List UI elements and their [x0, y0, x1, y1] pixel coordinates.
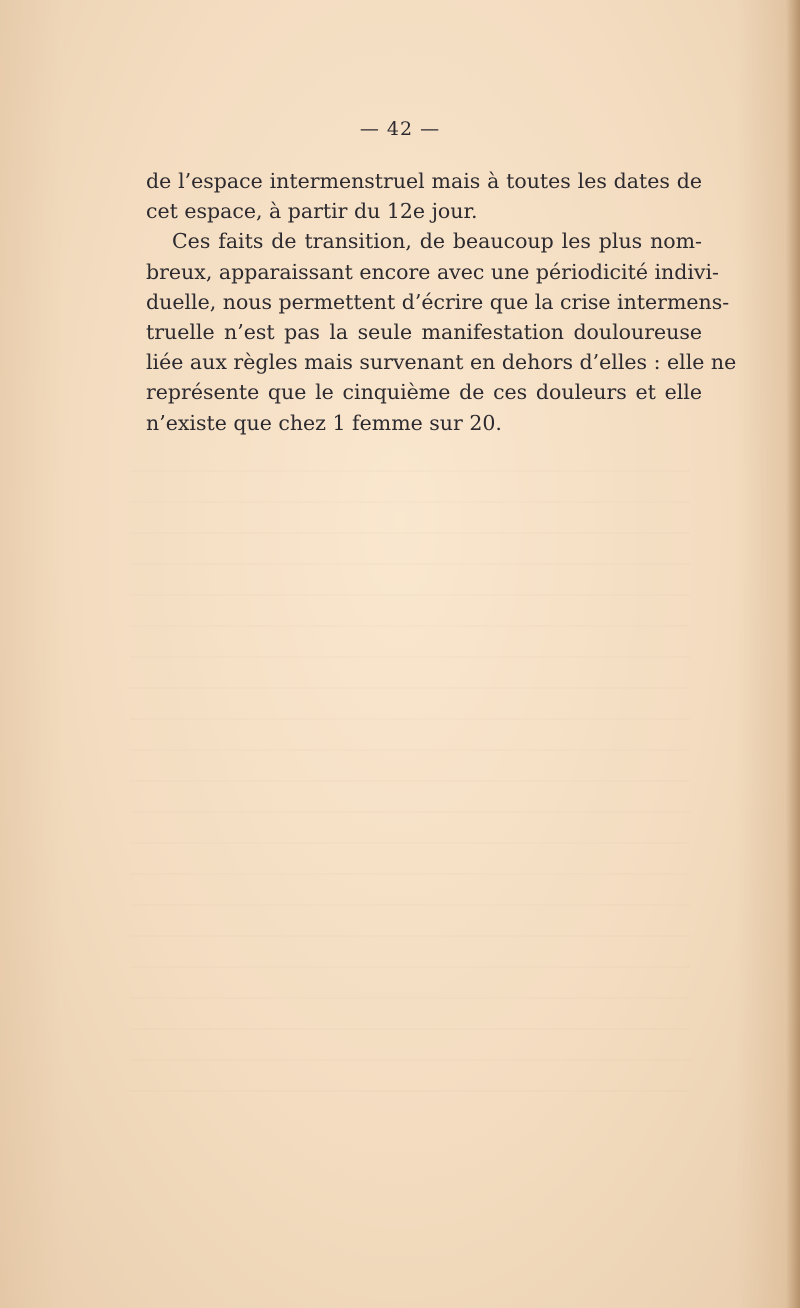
text-line-3: Ces faits de transition, de beaucoup les plus nom-	[172, 229, 702, 254]
text-line-8: représente que le cinquième de ces douleurs et elle	[146, 380, 702, 405]
page-edge-shadow	[786, 0, 800, 1308]
text-line-6: truelle n’est pas la seule manifestation douloureuse	[146, 320, 702, 345]
text-line-2: cet espace, à partir du 12e jour.	[146, 199, 478, 224]
show-through-texture	[130, 470, 690, 1110]
text-line-4: breux, apparaissant encore avec une périodicité indivi-	[146, 259, 719, 284]
text-line-5: duelle, nous permettent d’écrire que la crise intermens-	[146, 289, 730, 314]
page-number: — 42 —	[359, 118, 441, 140]
text-line-9: n’existe que chez 1 femme sur 20.	[146, 410, 502, 435]
body-text	[146, 166, 737, 438]
text-line-1: de l’espace intermenstruel mais à toutes les dates de	[146, 169, 702, 193]
text-line-7: liée aux règles mais survenant en dehors d’elles : elle ne	[146, 350, 737, 375]
